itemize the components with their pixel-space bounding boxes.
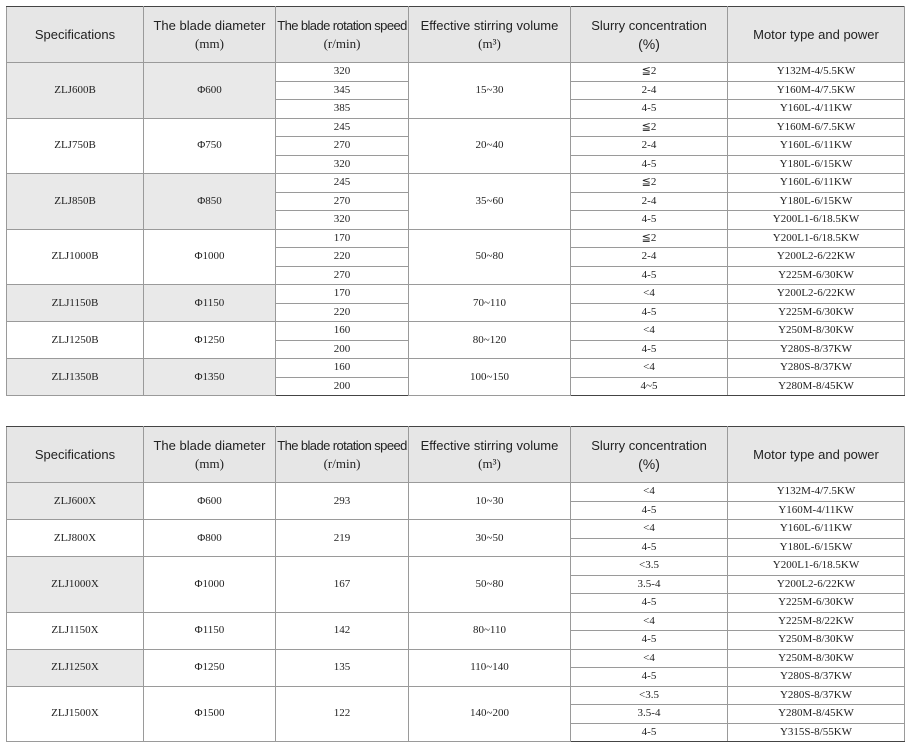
spec-cell: ZLJ1500X — [7, 686, 144, 742]
volume-cell: 10~30 — [409, 483, 571, 520]
speed-cell: 245 — [276, 174, 409, 193]
spec-cell: ZLJ1150X — [7, 612, 144, 649]
slurry-cell: <4 — [571, 285, 728, 304]
slurry-cell: <4 — [571, 322, 728, 341]
motor-cell: Y180L-6/15KW — [728, 192, 905, 211]
motor-cell: Y180L-6/15KW — [728, 538, 905, 557]
slurry-cell: <4 — [571, 520, 728, 539]
diameter-cell: Φ750 — [144, 118, 276, 174]
volume-cell: 30~50 — [409, 520, 571, 557]
motor-cell: Y200L1-6/18.5KW — [728, 557, 905, 576]
speed-cell: 270 — [276, 137, 409, 156]
table-row — [7, 557, 905, 576]
slurry-cell: 2-4 — [571, 192, 728, 211]
motor-cell: Y250M-8/30KW — [728, 631, 905, 650]
diameter-cell: Φ1250 — [144, 649, 276, 686]
slurry-cell: <4 — [571, 612, 728, 631]
speed-cell: 122 — [276, 686, 409, 742]
diameter-cell: Φ600 — [144, 63, 276, 119]
diameter-cell: Φ1350 — [144, 359, 276, 396]
motor-cell: Y160L-6/11KW — [728, 137, 905, 156]
motor-cell: Y225M-6/30KW — [728, 594, 905, 613]
header-motor-type: Motor type and power — [728, 7, 905, 63]
x-series-spec-table — [6, 426, 905, 742]
header-blade-diameter: The blade diameter (mm) — [144, 427, 276, 483]
speed-cell: 200 — [276, 340, 409, 359]
spec-cell: ZLJ1000B — [7, 229, 144, 285]
spec-cell: ZLJ750B — [7, 118, 144, 174]
volume-cell: 110~140 — [409, 649, 571, 686]
slurry-cell: ≦2 — [571, 229, 728, 248]
table-row — [7, 118, 905, 137]
diameter-cell: Φ800 — [144, 520, 276, 557]
speed-cell: 270 — [276, 192, 409, 211]
spec-cell: ZLJ1150B — [7, 285, 144, 322]
speed-cell: 200 — [276, 377, 409, 396]
volume-cell: 15~30 — [409, 63, 571, 119]
speed-cell: 170 — [276, 285, 409, 304]
table-row — [7, 285, 905, 304]
motor-cell: Y200L2-6/22KW — [728, 575, 905, 594]
diameter-cell: Φ1250 — [144, 322, 276, 359]
motor-cell: Y200L1-6/18.5KW — [728, 229, 905, 248]
motor-cell: Y250M-8/30KW — [728, 322, 905, 341]
motor-cell: Y160M-6/7.5KW — [728, 118, 905, 137]
slurry-cell: <3.5 — [571, 686, 728, 705]
slurry-cell: 3.5-4 — [571, 575, 728, 594]
slurry-cell: 4-5 — [571, 501, 728, 520]
speed-cell: 220 — [276, 303, 409, 322]
motor-cell: Y280S-8/37KW — [728, 686, 905, 705]
motor-cell: Y280S-8/37KW — [728, 340, 905, 359]
diameter-cell: Φ600 — [144, 483, 276, 520]
speed-cell: 135 — [276, 649, 409, 686]
slurry-cell: 4-5 — [571, 100, 728, 119]
speed-cell: 385 — [276, 100, 409, 119]
speed-cell: 160 — [276, 322, 409, 341]
slurry-cell: <4 — [571, 649, 728, 668]
volume-cell: 20~40 — [409, 118, 571, 174]
slurry-cell: 4-5 — [571, 266, 728, 285]
slurry-cell: 2-4 — [571, 248, 728, 267]
motor-cell: Y132M-4/7.5KW — [728, 483, 905, 502]
header-specifications: Specifications — [7, 7, 144, 63]
volume-cell: 80~110 — [409, 612, 571, 649]
table-row — [7, 359, 905, 378]
header-rotation-speed: The blade rotation speed (r/min) — [276, 427, 409, 483]
motor-cell: Y280M-8/45KW — [728, 377, 905, 396]
header-row — [7, 427, 905, 483]
slurry-cell: 4-5 — [571, 538, 728, 557]
motor-cell: Y160L-6/11KW — [728, 520, 905, 539]
slurry-cell: ≦2 — [571, 118, 728, 137]
motor-cell: Y280S-8/37KW — [728, 668, 905, 687]
diameter-cell: Φ1500 — [144, 686, 276, 742]
motor-cell: Y200L2-6/22KW — [728, 248, 905, 267]
motor-cell: Y225M-6/30KW — [728, 303, 905, 322]
spec-cell: ZLJ600X — [7, 483, 144, 520]
diameter-cell: Φ1150 — [144, 612, 276, 649]
table-row — [7, 174, 905, 193]
diameter-cell: Φ850 — [144, 174, 276, 230]
motor-cell: Y132M-4/5.5KW — [728, 63, 905, 82]
motor-cell: Y315S-8/55KW — [728, 723, 905, 742]
speed-cell: 320 — [276, 63, 409, 82]
spec-cell: ZLJ600B — [7, 63, 144, 119]
slurry-cell: 4-5 — [571, 211, 728, 230]
table-row — [7, 649, 905, 668]
speed-cell: 142 — [276, 612, 409, 649]
speed-cell: 293 — [276, 483, 409, 520]
table-row — [7, 686, 905, 705]
slurry-cell: <4 — [571, 483, 728, 502]
table-row — [7, 520, 905, 539]
table-row — [7, 229, 905, 248]
spec-cell: ZLJ800X — [7, 520, 144, 557]
motor-cell: Y280S-8/37KW — [728, 359, 905, 378]
speed-cell: 345 — [276, 81, 409, 100]
header-row — [7, 7, 905, 63]
spec-cell: ZLJ1250B — [7, 322, 144, 359]
header-motor-type: Motor type and power — [728, 427, 905, 483]
slurry-cell: 4~5 — [571, 377, 728, 396]
diameter-cell: Φ1000 — [144, 557, 276, 613]
motor-cell: Y200L1-6/18.5KW — [728, 211, 905, 230]
header-blade-diameter: The blade diameter (mm) — [144, 7, 276, 63]
slurry-cell: <3.5 — [571, 557, 728, 576]
motor-cell: Y160L-6/11KW — [728, 174, 905, 193]
table-row — [7, 612, 905, 631]
slurry-cell: 4-5 — [571, 303, 728, 322]
motor-cell: Y180L-6/15KW — [728, 155, 905, 174]
header-specifications: Specifications — [7, 427, 144, 483]
motor-cell: Y225M-6/30KW — [728, 266, 905, 285]
speed-cell: 170 — [276, 229, 409, 248]
spec-cell: ZLJ850B — [7, 174, 144, 230]
diameter-cell: Φ1000 — [144, 229, 276, 285]
speed-cell: 220 — [276, 248, 409, 267]
slurry-cell: <4 — [571, 359, 728, 378]
volume-cell: 35~60 — [409, 174, 571, 230]
spec-cell: ZLJ1000X — [7, 557, 144, 613]
slurry-cell: 4-5 — [571, 723, 728, 742]
motor-cell: Y225M-8/22KW — [728, 612, 905, 631]
b-series-spec-table — [6, 6, 905, 396]
motor-cell: Y160M-4/7.5KW — [728, 81, 905, 100]
motor-cell: Y200L2-6/22KW — [728, 285, 905, 304]
slurry-cell: 3.5-4 — [571, 705, 728, 724]
header-slurry-concentration: Slurry concentration (%) — [571, 7, 728, 63]
slurry-cell: 4-5 — [571, 340, 728, 359]
slurry-cell: 2-4 — [571, 81, 728, 100]
speed-cell: 320 — [276, 155, 409, 174]
slurry-cell: 4-5 — [571, 155, 728, 174]
volume-cell: 50~80 — [409, 229, 571, 285]
slurry-cell: 4-5 — [571, 668, 728, 687]
speed-cell: 160 — [276, 359, 409, 378]
speed-cell: 320 — [276, 211, 409, 230]
volume-cell: 70~110 — [409, 285, 571, 322]
slurry-cell: 4-5 — [571, 594, 728, 613]
table-row — [7, 63, 905, 82]
header-rotation-speed: The blade rotation speed (r/min) — [276, 7, 409, 63]
speed-cell: 167 — [276, 557, 409, 613]
slurry-cell: ≦2 — [571, 63, 728, 82]
volume-cell: 140~200 — [409, 686, 571, 742]
motor-cell: Y160M-4/11KW — [728, 501, 905, 520]
header-stirring-volume: Effective stirring volume (m³) — [409, 427, 571, 483]
header-slurry-concentration: Slurry concentration (%) — [571, 427, 728, 483]
spec-cell: ZLJ1350B — [7, 359, 144, 396]
slurry-cell: ≦2 — [571, 174, 728, 193]
motor-cell: Y250M-8/30KW — [728, 649, 905, 668]
slurry-cell: 2-4 — [571, 137, 728, 156]
header-stirring-volume: Effective stirring volume (m³) — [409, 7, 571, 63]
diameter-cell: Φ1150 — [144, 285, 276, 322]
motor-cell: Y280M-8/45KW — [728, 705, 905, 724]
speed-cell: 270 — [276, 266, 409, 285]
spec-cell: ZLJ1250X — [7, 649, 144, 686]
speed-cell: 219 — [276, 520, 409, 557]
slurry-cell: 4-5 — [571, 631, 728, 650]
volume-cell: 50~80 — [409, 557, 571, 613]
motor-cell: Y160L-4/11KW — [728, 100, 905, 119]
volume-cell: 100~150 — [409, 359, 571, 396]
volume-cell: 80~120 — [409, 322, 571, 359]
table-row — [7, 322, 905, 341]
table-row — [7, 483, 905, 502]
speed-cell: 245 — [276, 118, 409, 137]
